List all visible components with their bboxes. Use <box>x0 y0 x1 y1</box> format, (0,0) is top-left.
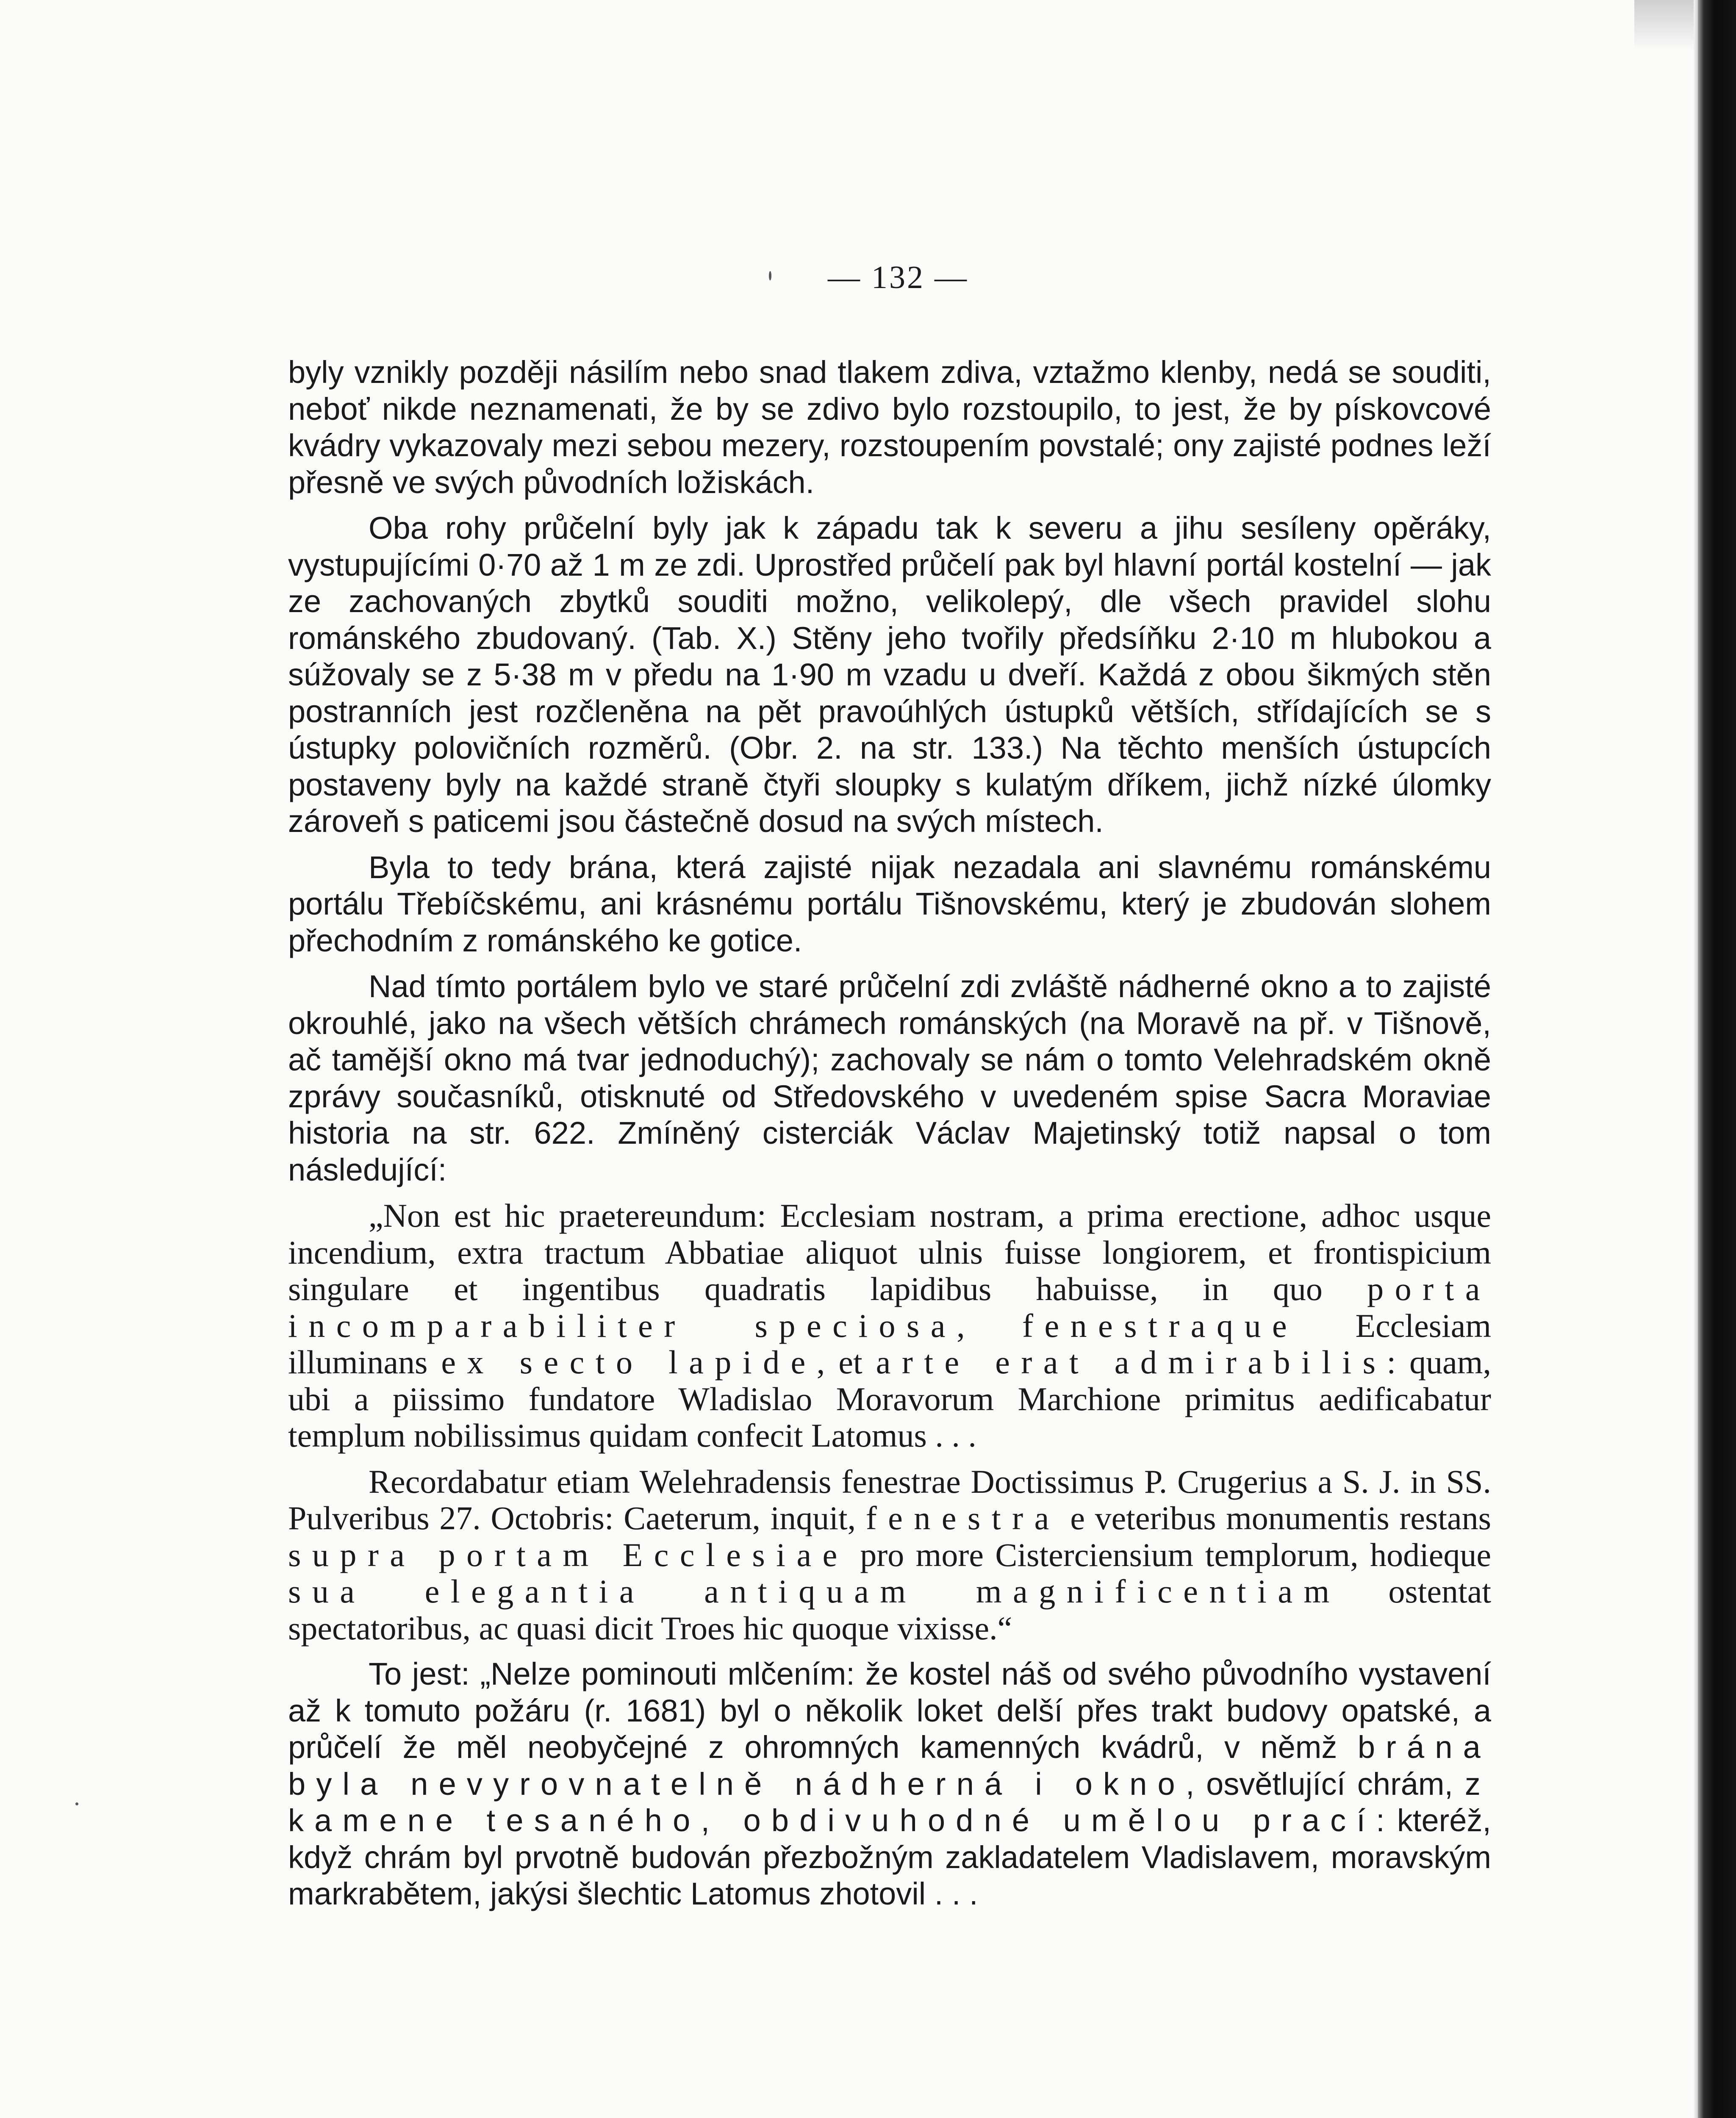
text-run: : kteréž, když chrám byl prvotně budován přezbožným zakladatelem Vladislavem, moravským markrabětem, jakýsi šlechtic Latomus zhotovil . . . <box>288 1803 1491 1911</box>
spaced-emphasis: sua elegantia antiquam magnificentiam <box>288 1573 1341 1610</box>
text-run: Nad tímto portálem bylo ve staré průčelní zdi zvláště nádherné okno a to zajisté okrouhlé, jako na všech větších chrámech románských (na Moravě na př. v Tišnově, ač tamější okno má tvar jednoduchý); zachovaly se nám o tomto Velehradském okně zprávy současníků, otisknuté od Středovského v uvedeném spise Sacra Moraviae historia na str. 622. Zmíněný cisterciák Václav Majetinský totiž napsal o tom následující: <box>288 969 1491 1187</box>
text-run: , <box>957 1307 1022 1344</box>
text-run: Oba rohy průčelní byly jak k západu tak k severu a jihu sesíleny opěráky, vystupujícími 0·70 až 1 m ze zdi. Uprostřed průčelí pak byl hlavní portál kostelní — jak ze zachovaných zbytků souditi možno, velikolepý, dle všech pravidel slohu románského zbudovaný. (Tab. X.) Stěny jeho tvořily předsíňku 2·10 m hlubokou a súžovaly se z 5·38 m v předu na 1·90 m vzadu u dveří. Každá z obou šikmých stěn postranních jest rozčleněna na pět pravoúhlých ústupků větších, střídajících se s ústupky polovičních rozměrů. (Obr. 2. na str. 133.) Na těchto menších ústupcích postaveny byly na každé straně čtyři sloupky s kulatým dříkem, jichž nízké úlomky zároveň s paticemi jsou částečně dosud na svých místech. <box>288 510 1491 839</box>
text-run: Byla to tedy brána, která zajisté nijak nezadala ani slavnému románskému portálu Třebíčskému, ani krásnému portálu Tišnovskému, který je zbudován slohem přechodním z románského ke gotice. <box>288 849 1491 958</box>
text-run: pro more Cisterciensium templorum, hodieque <box>848 1536 1491 1573</box>
paragraph <box>288 354 1491 501</box>
czech-translation <box>288 1656 1491 1913</box>
spaced-emphasis: fenestraque <box>1022 1307 1298 1344</box>
text-run: e veteribus monumentis restans <box>1060 1500 1491 1536</box>
text-run: , osvětlující chrám, <box>1185 1766 1465 1802</box>
text-run: To jest: „Nelze pominouti mlčením: že kostel náš od svého původního vystavení až k tomuto požáru (r. 1681) byl o několik loket delší přes trakt budovy opatské, a průčelí že měl neobyčejné z ohromných kamenných kvádrů, v němž <box>288 1656 1491 1765</box>
page-edge <box>1694 0 1698 2118</box>
scanner-border <box>1698 0 1736 2118</box>
latin-quote <box>288 1464 1491 1647</box>
paragraph <box>288 510 1491 840</box>
page-number: — 132 — <box>828 260 968 295</box>
spaced-emphasis: ex secto lapide <box>441 1344 817 1381</box>
spaced-emphasis: supra portam Ecclesiae <box>288 1536 849 1573</box>
text-run: ostentat spectatoribus, ac quasi dicit Troes hic quoque vixisse.“ <box>288 1573 1491 1647</box>
text-run: Recordabatur etiam Welehradensis fenestrae Doctissimus P. Crugerius a S. J. in SS. Pulveribus 27. Octobris: Caeterum, inquit, <box>288 1463 1491 1536</box>
paragraph <box>288 968 1491 1188</box>
text-run: , et <box>816 1344 876 1381</box>
spaced-emphasis: brána byla nevyrovnatelně nádherná i okno <box>288 1730 1491 1802</box>
text-run: : quam, ubi a piissimo fundatore Wladislao Moravorum Marchione primitus aedificabatur templum nobilissimus quidam confecit Latomus . . . <box>288 1344 1491 1454</box>
dust-speck <box>75 1802 78 1805</box>
spaced-emphasis: porta incomparabiliter speciosa <box>288 1270 1491 1344</box>
dust-speck <box>769 271 771 280</box>
spaced-emphasis: z kamene tesaného, obdivuhodné umělou prací <box>288 1766 1492 1838</box>
paragraph <box>288 849 1491 959</box>
body-text <box>288 354 1491 1922</box>
text-run: byly vznikly později násilím nebo snad tlakem zdiva, vztažmo klenby, nedá se souditi, neboť nikde neznamenati, že by se zdivo bylo rozstoupilo, to jest, že by pískovcové kvádry vykazovaly mezi sebou mezery, rozstoupením povstalé; ony zajisté podnes leží přesně ve svých původních ložiskách. <box>288 355 1491 500</box>
text-run: Ecclesiam illuminans <box>288 1307 1492 1381</box>
spaced-emphasis: arte erat admirabilis <box>876 1344 1387 1381</box>
text-run: „Non est hic praetereundum: Ecclesiam nostram, a prima erectione, adhoc usque incendium, extra tractum Abbatiae aliquot ulnis fuisse longiorem, et frontispicium singulare et ingentibus quadratis lapidibus habuisse, in quo <box>288 1197 1491 1307</box>
latin-quote <box>288 1198 1491 1454</box>
spaced-emphasis: fenestra <box>865 1500 1060 1536</box>
